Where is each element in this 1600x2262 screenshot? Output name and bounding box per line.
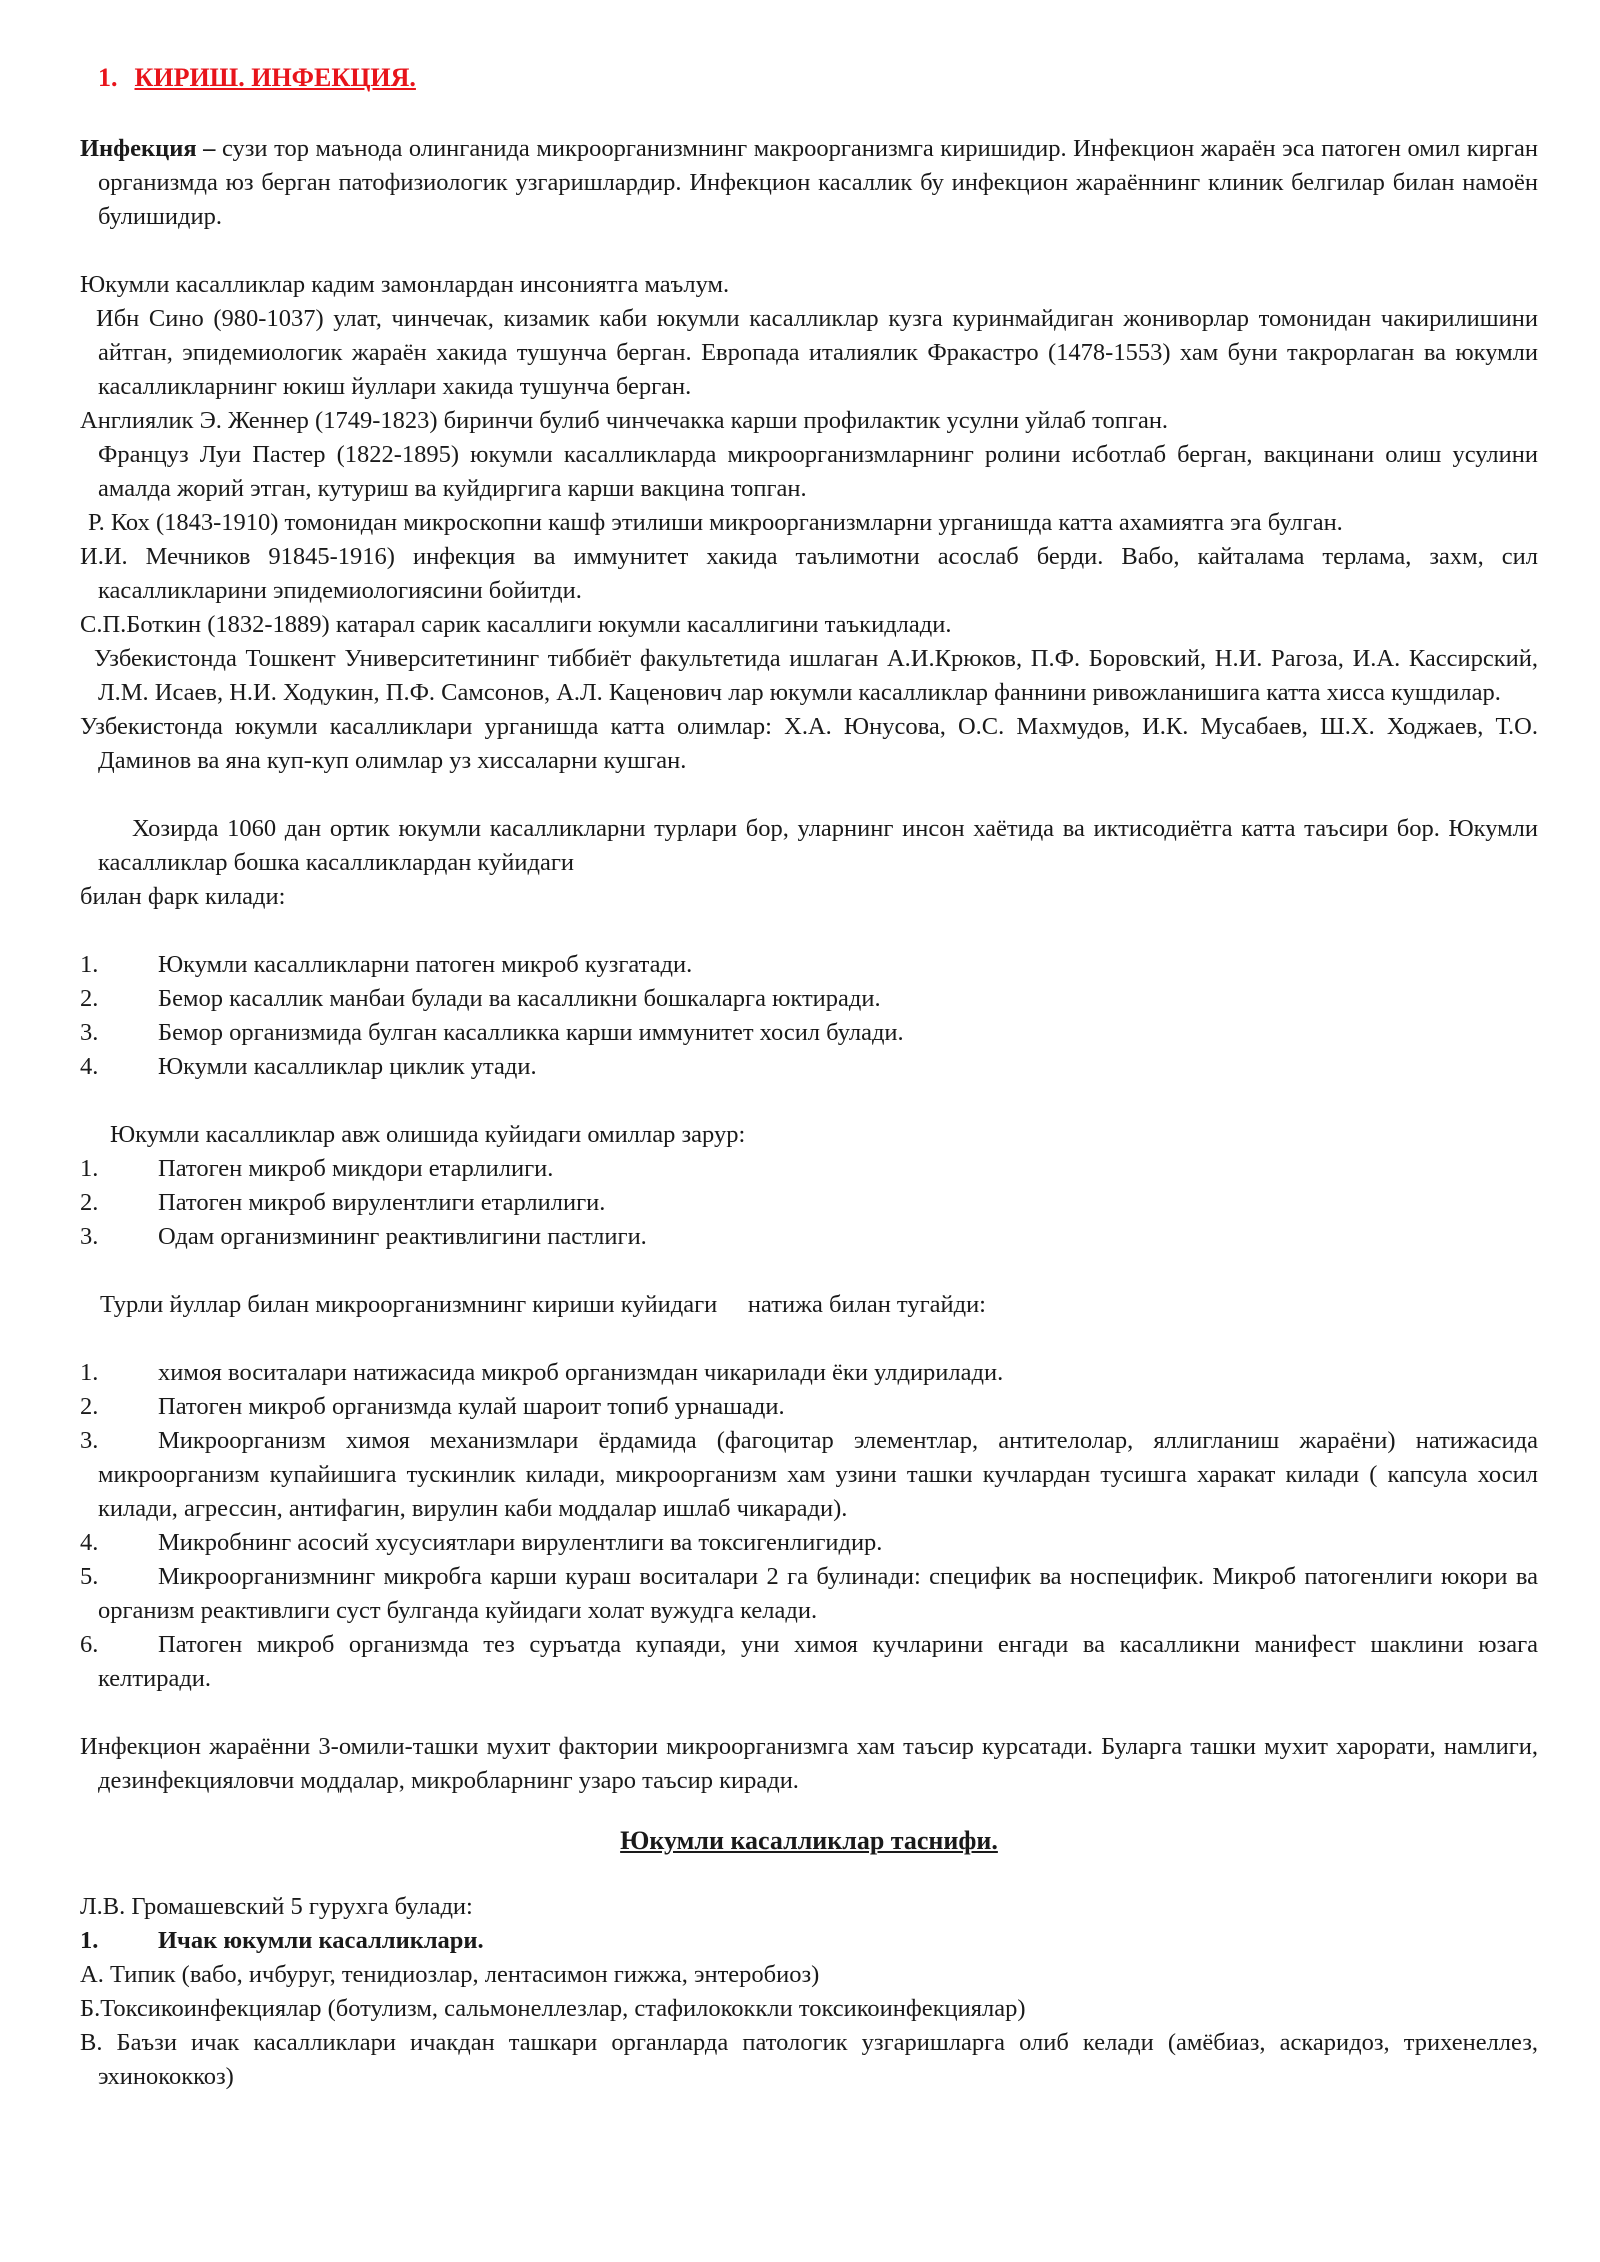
term-infection: Инфекция – <box>80 135 216 162</box>
classification-heading: Юкумли касалликлар таснифи. <box>620 1826 998 1855</box>
paragraph-uzbek-scientists: Узбекистонда Тошкент Университетининг тиббиёт факультетида ишлаган А.И.Крюков, П.Ф. Боровский, Н.И. Рагоза, И.А. Кассирский, Л.М. Исаев, Н.И. Ходукин, П.Ф. Самсонов, А.Л. Каценович лар юкумли касалликлар фаннини ривожланишига катта хисса кушдилар. <box>94 645 1538 706</box>
list-item: 3. Одам организмининг реактивлигини пастлиги. <box>80 1223 647 1250</box>
paragraph-gromashevsky: Л.В. Громашевский 5 гурухга булади: <box>80 1893 473 1920</box>
paragraph-pasteur: Француз Луи Пастер (1822-1895) юкумли касалликларда микроорганизмларнинг ролини исботлаб берган, вакцинани олиш усулини амалда жорий этган, кутуриш ва куйдиргига карши вакцина топган. <box>98 441 1538 502</box>
paragraph-disease-count: Хозирда 1060 дан ортик юкумли касалликларни турлари бор, уларнинг инсон хаётида ва иктисодиётга катта таъсири бор. Юкумли касалликлар бошка касалликлардан куйидаги <box>98 815 1538 876</box>
paragraph-disease-count-end: билан фарк килади: <box>80 883 286 910</box>
list-item: 4. Юкумли касалликлар циклик утади. <box>80 1053 537 1080</box>
section-title-text: КИРИШ. ИНФЕКЦИЯ. <box>134 63 416 92</box>
section-title <box>98 58 1538 98</box>
paragraph-factors-intro: Юкумли касалликлар авж олишида куйидаги омиллар зарур: <box>110 1121 746 1148</box>
list-item: 2. Патоген микроб организмда кулай шароит топиб урнашади. <box>80 1393 785 1420</box>
paragraph-environment: Инфекцион жараённи 3-омили-ташки мухит фактории микроорганизмга хам таъсир курсатади. Буларга ташки мухит харорати, намлиги, дезинфекцияловчи моддалар, микробларнинг узаро таъсир киради. <box>80 1733 1538 1794</box>
list-item: 6. Патоген микроб организмда тез суръатда купаяди, уни химоя кучларини енгади ва касалликни манифест шаклини юзага келтиради. <box>80 1631 1538 1692</box>
paragraph-uzbek-researchers: Узбекистонда юкумли касалликлари урганишда катта олимлар: Х.А. Юнусова, О.С. Махмудов, И.К. Мусабаев, Ш.Х. Ходжаев, Т.О. Даминов ва яна куп-куп олимлар уз хиссаларни кушган. <box>80 713 1538 774</box>
paragraph-infection-definition <box>80 132 1538 234</box>
paragraph-botkin: С.П.Боткин (1832-1889) катарал сарик касаллиги юкумли касаллигини таъкидлади. <box>80 611 952 638</box>
list-item: 2. Бемор касаллик манбаи булади ва касалликни бошкаларга юктиради. <box>80 985 881 1012</box>
list-differences <box>80 948 1538 1084</box>
list-factors <box>80 1152 1538 1254</box>
paragraph-extraintestinal: В. Баъзи ичак касалликлари ичакдан ташкари органларда патологик узгаришларга олиб келади (амёбиаз, аскаридоз, трихенеллез, эхинококкоз) <box>80 2029 1538 2090</box>
list-item: 1. химоя воситалари натижасида микроб организмдан чикарилади ёки улдирилади. <box>80 1359 1004 1386</box>
paragraph-history-intro: Юкумли касалликлар кадим замонлардан инсониятга маълум. <box>80 271 730 298</box>
list-item: 5. Микроорганизмнинг микробга карши кураш воситалари 2 га булинади: специфик ва носпецифик. Микроб патогенлиги юкори ва организм реактивлиги суст булганда куйидаги холат вужудга келади. <box>80 1563 1538 1624</box>
paragraph-outcomes-intro: Турли йуллар билан микроорганизмнинг кириши куйидаги натижа билан тугайди: <box>100 1291 986 1318</box>
list-item: 1. Юкумли касалликларни патоген микроб кузгатади. <box>80 951 693 978</box>
paragraph-toxicoinfections: Б.Токсикоинфекциялар (ботулизм, сальмонеллезлар, стафилококкли токсикоинфекциялар) <box>80 1995 1026 2022</box>
list-item: 3. Бемор организмида булган касалликка карши иммунитет хосил булади. <box>80 1019 904 1046</box>
definition-text: сузи тор маънода олинганида микроорганизмнинг макроорганизмга киришидир. Инфекцион жараён эса патоген омил кирган организмда юз берган патофизиологик узгаришлардир. Инфекцион касаллик бу инфекцион жараённинг клиник белгилар билан намоён булишидир. <box>98 135 1538 230</box>
list-item: 2. Патоген микроб вирулентлиги етарлилиги. <box>80 1189 606 1216</box>
list-item: 4. Микробнинг асосий хусусиятлари вирулентлиги ва токсигенлигидир. <box>80 1529 883 1556</box>
paragraph-ibn-sino: Ибн Сино (980-1037) улат, чинчечак, кизамик каби юкумли касалликлар кузга куринмайдиган жониворлар томонидан чакирилишини айтган, эпидемиологик жараён хакида тушунча берган. Европада италиялик Фракастро (1478-1553) хам буни такрорлаган ва юкумли касалликларнинг юкиш йуллари хакида тушунча берган. <box>96 305 1538 400</box>
document-page <box>80 58 1538 2094</box>
list-outcomes <box>80 1356 1538 1696</box>
paragraph-koch: Р. Кох (1843-1910) томонидан микроскопни кашф этилиши микроорганизмларни урганишда катта ахамиятга эга булган. <box>88 509 1343 536</box>
paragraph-typical: А. Типик (вабо, ичбуруг, тенидиозлар, лентасимон гижжа, энтеробиоз) <box>80 1961 820 1988</box>
paragraph-jenner: Англиялик Э. Женнер (1749-1823) биринчи булиб чинчечакка карши профилактик усулни уйлаб топган. <box>80 407 1169 434</box>
paragraph-mechnikov: И.И. Мечников 91845-1916) инфекция ва иммунитет хакида таълимотни асослаб берди. Вабо, кайталама терлама, захм, сил касалликларини эпидемиологиясини бойитди. <box>80 543 1538 604</box>
list-item: 1. Патоген микроб микдори етарлилиги. <box>80 1155 554 1182</box>
group-heading-intestinal: 1. Ичак юкумли касалликлари. <box>80 1927 484 1954</box>
section-number: 1. <box>98 63 118 92</box>
list-item: 3. Микроорганизм химоя механизмлари ёрдамида (фагоцитар элементлар, антителолар, яллигланиш жараёни) натижасида микроорганизм купайишига тускинлик килади, микроорганизм хам узини ташки кучлардан тусишга харакат килади ( капсула хосил килади, агрессин, антифагин, вирулин каби моддалар ишлаб чикаради). <box>80 1427 1538 1522</box>
